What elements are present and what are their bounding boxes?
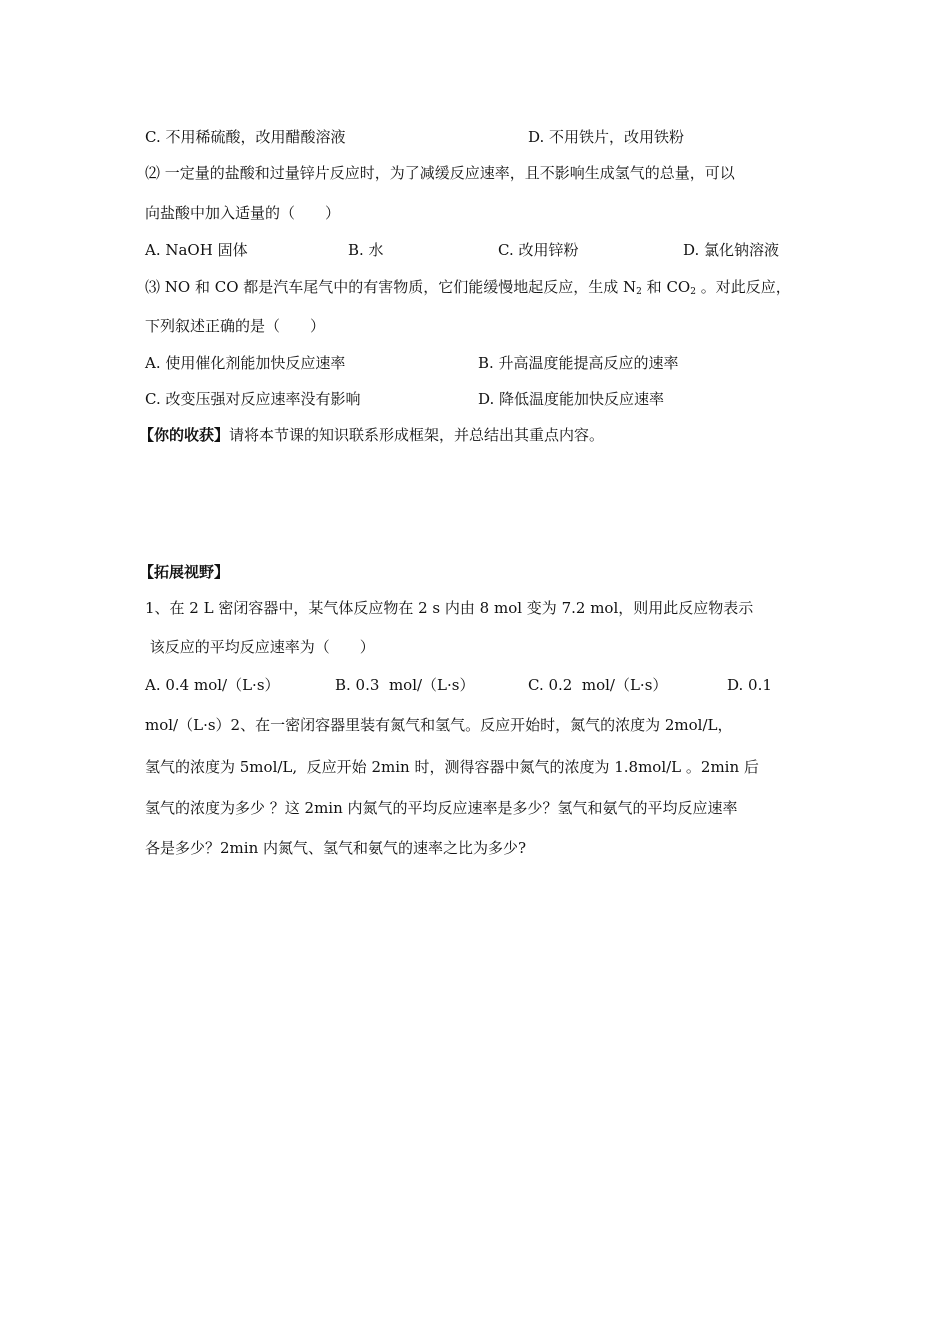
extension-p1-line2: 该反应的平均反应速率为（ ） <box>145 638 375 656</box>
extension-p2-line4: 各是多少？2min 内氮气、氢气和氨气的速率之比为多少? <box>145 839 527 857</box>
q3-sub2: 2 <box>690 287 696 297</box>
extension-p2-line1: mol/（L·s）2、在一密闭容器里装有氮气和氢气。反应开始时，氮气的浓度为 2mol/L， <box>145 716 733 734</box>
extension-p2-line3: 氢气的浓度为多少 ？这 2min 内氮气的平均反应速率是多少？氢气和氨气的平均反应速率 <box>145 799 738 817</box>
extension-option-b: B. 0.3 mol/（L·s） <box>335 676 475 694</box>
extension-p1-line1: 1、在 2 L 密闭容器中，某气体反应物在 2 s 内由 8 mol 变为 7.2 mol，则用此反应物表示 <box>145 599 754 617</box>
q1-option-c: C. 不用稀硫酸，改用醋酸溶液 <box>145 128 346 146</box>
q2-option-a: A. NaOH 固体 <box>145 241 248 259</box>
q3-option-a: A. 使用催化剂能加快反应速率 <box>145 354 346 372</box>
harvest-line <box>139 425 604 445</box>
q1-option-d: D. 不用铁片，改用铁粉 <box>528 128 685 146</box>
q2-option-d: D. 氯化钠溶液 <box>683 241 780 259</box>
q2-stem-line1: ⑵ 一定量的盐酸和过量锌片反应时，为了减缓反应速率，且不影响生成氢气的总量，可以 <box>145 164 735 182</box>
harvest-text: 请将本节课的知识联系形成框架，并总结出其重点内容。 <box>229 426 605 444</box>
q3-stem-line1 <box>145 277 791 302</box>
q2-option-c: C. 改用锌粉 <box>498 241 579 259</box>
q3-stem-line2: 下列叙述正确的是（ ） <box>145 317 326 335</box>
q3-option-c: C. 改变压强对反应速率没有影响 <box>145 390 361 408</box>
harvest-label: 【你的收获】 <box>139 426 230 444</box>
extension-option-c: C. 0.2 mol/（L·s） <box>528 676 668 694</box>
q3-stem-part2: 和 CO <box>641 278 691 296</box>
q3-sub1: 2 <box>636 287 642 297</box>
q2-stem-line2: 向盐酸中加入适量的（ ） <box>145 204 341 222</box>
q3-option-b: B. 升高温度能提高反应的速率 <box>478 354 679 372</box>
q3-option-d: D. 降低温度能加快反应速率 <box>478 390 665 408</box>
extension-option-a: A. 0.4 mol/（L·s） <box>145 676 280 694</box>
extension-p2-line2: 氢气的浓度为 5mol/L, 反应开始 2min 时，测得容器中氮气的浓度为 1.8mol/L 。2min 后 <box>145 758 759 776</box>
q3-stem-part3: 。对此反应， <box>695 278 791 296</box>
extension-heading: 【拓展视野】 <box>139 563 230 581</box>
q3-stem-part1: ⑶ NO 和 CO 都是汽车尾气中的有害物质，它们能缓慢地起反应，生成 N <box>145 278 637 296</box>
extension-option-d: D. 0.1 <box>727 676 772 694</box>
q2-option-b: B. 水 <box>348 241 384 259</box>
